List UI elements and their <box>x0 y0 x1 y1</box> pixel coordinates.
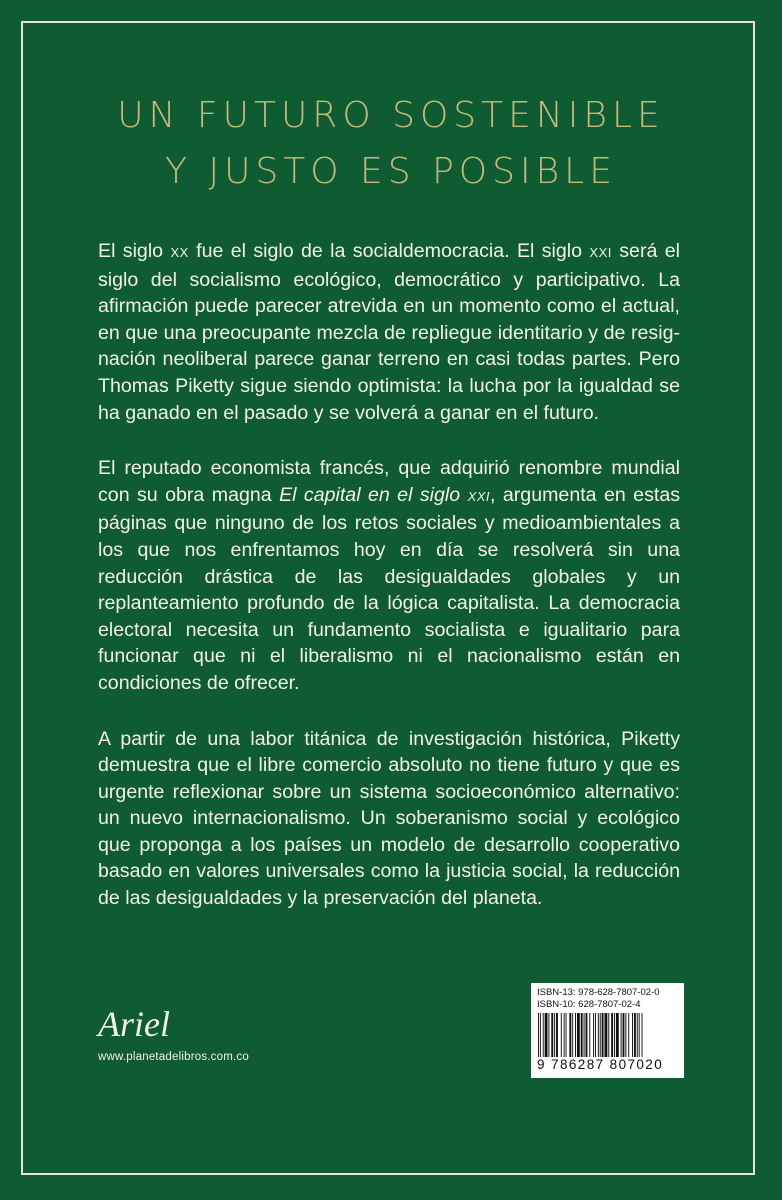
barcode-bar <box>551 1013 553 1057</box>
book-title-century: XXI <box>467 488 491 504</box>
barcode-bar <box>540 1013 541 1057</box>
barcode-bar <box>608 1013 609 1057</box>
isbn-13: ISBN-13: 978-628-7807-02-0 <box>537 987 660 998</box>
barcode-bar <box>621 1013 622 1057</box>
isbn-10: ISBN-10: 628-7807-02-4 <box>537 999 641 1010</box>
barcode-bar <box>577 1013 580 1057</box>
p2-text-b: , argumenta en estas páginas que ninguno de los retos sociales y medioambientales a los que nos enfrentamos hoy en día se resolverá sin una reducción drástica de las desigualdades globales y un replanteamiento profundo de la lógica capitalista. La democracia electoral necesita un fundamento socialista e igualitario para funcionar que ni el liberalismo ni el nacionalismo están en condiciones de ofrecer. <box>98 483 681 694</box>
barcode-bar <box>602 1013 604 1057</box>
blurb-paragraph-3: A partir de una labor titánica de investigación histórica, Piketty demuestra que el libre comercio absoluto no tiene futuro y que es urgente reflexionar sobre un sistema socioeconómico alternativo: un nuevo internacionalismo. Un soberanismo social y ecológico que proponga a los países un modelo de desarrollo cooperativo basado en valores universales como la justicia social, la reducción de las desigualdades y la preservación del planeta. <box>98 727 680 910</box>
barcode-bars <box>537 1013 678 1057</box>
back-cover-title <box>0 88 782 200</box>
p2-text-a: El reputado economista francés, que adquirió renombre mundial con su obra magna <box>98 457 680 506</box>
title-line-2: Y JUSTO ES POSIBLE <box>165 151 617 192</box>
barcode-bar <box>538 1013 539 1057</box>
barcode-bar <box>614 1013 615 1057</box>
barcode-bar <box>632 1013 633 1057</box>
barcode-bar <box>623 1013 625 1057</box>
barcode-bar <box>639 1013 640 1057</box>
publisher-url: www.planetadelibros.com.co <box>98 1051 249 1063</box>
barcode-bar <box>600 1013 601 1057</box>
barcode-bar <box>642 1013 643 1057</box>
title-line-1: UN FUTURO SOSTENIBLE <box>117 95 665 136</box>
barcode-bar <box>593 1013 594 1057</box>
publisher-logo: Ariel <box>98 1004 170 1044</box>
blurb-paragraph-1 <box>98 238 680 426</box>
barcode-digits: 9 786287 807020 <box>537 1057 664 1072</box>
barcode-bar <box>628 1013 629 1057</box>
p1-text-b: fue el siglo de la socialdemocracia. El siglo <box>188 240 590 262</box>
p1-text-a: El siglo <box>98 240 171 262</box>
isbn-barcode <box>531 983 684 1078</box>
book-title-italic <box>279 484 490 506</box>
barcode-bar <box>543 1013 544 1057</box>
barcode-bar <box>589 1013 590 1057</box>
barcode-bar <box>566 1013 567 1057</box>
barcode-bar <box>598 1013 599 1057</box>
barcode-bar <box>545 1013 548 1057</box>
century-xx: XX <box>170 245 189 260</box>
barcode-bar <box>581 1013 583 1057</box>
barcode-bar <box>634 1013 636 1057</box>
barcode-bar <box>561 1013 562 1057</box>
blurb-text <box>98 238 680 941</box>
barcode-bar <box>586 1013 588 1057</box>
barcode-bar <box>572 1013 573 1057</box>
blurb-paragraph-2 <box>98 455 680 696</box>
barcode-bar <box>637 1013 638 1057</box>
barcode-bar <box>625 1013 626 1057</box>
barcode-bar <box>569 1013 571 1057</box>
barcode-bar <box>595 1013 596 1057</box>
barcode-bar <box>575 1013 576 1057</box>
book-title-text: El capital en el siglo <box>279 483 468 506</box>
barcode-bar <box>584 1013 585 1057</box>
p1-text-c: será el siglo del socialismo ecológico, democrático y participativo. La afirmación puede parecer atrevida en un momento como el actual, en que una preocupante mezcla de repliegue identitario y de resignación neoliberal parece ganar terreno en casi todas partes. Pero Thomas Piketty sigue siendo optimista: la lucha por la igualdad se ha ganado en el pasado y se volverá a ganar en el futuro. <box>98 240 680 424</box>
barcode-bar <box>611 1013 613 1057</box>
century-xxi: XXI <box>589 245 612 260</box>
barcode-bar <box>548 1013 549 1057</box>
barcode-bar <box>556 1013 558 1057</box>
barcode-bar <box>616 1013 619 1057</box>
barcode-bar <box>554 1013 555 1057</box>
barcode-bar <box>564 1013 565 1057</box>
barcode-bar <box>605 1013 608 1057</box>
